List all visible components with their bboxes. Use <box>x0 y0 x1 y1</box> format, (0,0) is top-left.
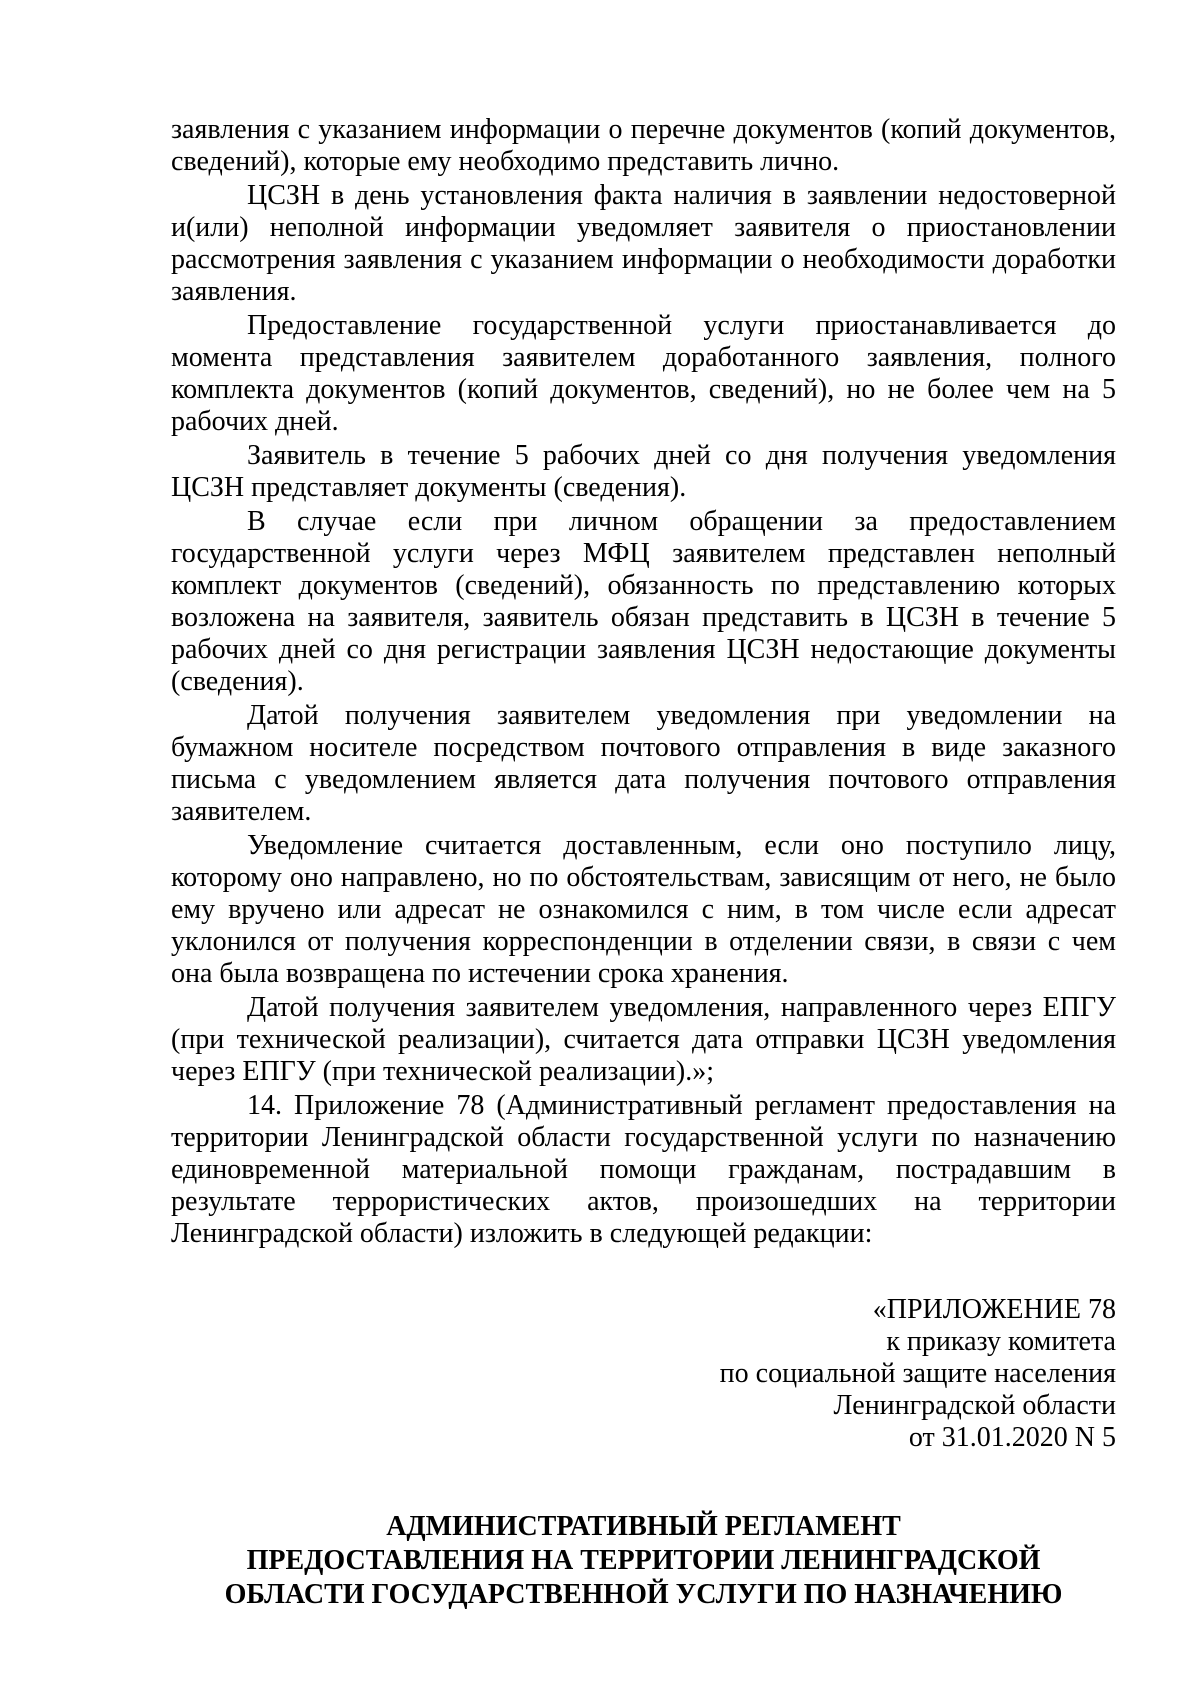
approval-line: от 31.01.2020 N 5 <box>908 1422 1116 1453</box>
paragraph-notice-delivered: Уведомление считается доставленным, если оно поступило лицу, которому оно направлено, но по обстоятельствам, зависящим от него, не было ему вручено или адресат не ознакомился с ним, в том числе если адресат уклонился от получения корреспонденции в отделении связи, в связи с чем она была возвращена по истечении срока хранения. <box>171 830 1116 989</box>
section-heading <box>171 1510 1116 1612</box>
paragraph-paper-notice-date: Датой получения заявителем уведомления при уведомлении на бумажном носителе посредством почтового отправления в виде заказного письма с уведомлением является дата получения почтового отправления заявителем. <box>171 700 1116 827</box>
paragraph-applicant-deadline: Заявитель в течение 5 рабочих дней со дня получения уведомления ЦСЗН представляет документы (сведения). <box>171 440 1116 503</box>
approval-block <box>171 1294 1116 1454</box>
paragraph-continuation: заявления с указанием информации о перечне документов (копий документов, сведений), которые ему необходимо представить лично. <box>171 114 1116 177</box>
heading-line: ОБЛАСТИ ГОСУДАРСТВЕННОЙ УСЛУГИ ПО НАЗНАЧЕНИЮ <box>224 1579 1063 1610</box>
approval-line: по социальной защите населения <box>719 1358 1116 1389</box>
approval-line: «ПРИЛОЖЕНИЕ 78 <box>872 1294 1116 1325</box>
approval-line: к приказу комитета <box>886 1326 1116 1357</box>
paragraph-suspension-notice: ЦСЗН в день установления факта наличия в заявлении недостоверной и(или) неполной информации уведомляет заявителя о приостановлении рассмотрения заявления с указанием информации о необходимости доработки заявления. <box>171 180 1116 307</box>
paragraph-item-14: 14. Приложение 78 (Административный регламент предоставления на территории Ленинградской области государственной услуги по назначению единовременной материальной помощи гражданам, пострадавшим в результате террористических актов, произошедших на территории Ленинградской области) изложить в следующей редакции: <box>171 1090 1116 1249</box>
document-page <box>171 114 1116 1612</box>
heading-line: АДМИНИСТРАТИВНЫЙ РЕГЛАМЕНТ <box>386 1511 901 1542</box>
paragraph-suspension-term: Предоставление государственной услуги приостанавливается до момента представления заявителем доработанного заявления, полного комплекта документов (копий документов, сведений), но не более чем на 5 рабочих дней. <box>171 310 1116 437</box>
heading-line: ПРЕДОСТАВЛЕНИЯ НА ТЕРРИТОРИИ ЛЕНИНГРАДСКОЙ <box>246 1545 1041 1576</box>
paragraph-epgu-notice-date: Датой получения заявителем уведомления, направленного через ЕПГУ (при технической реализации), считается дата отправки ЦСЗН уведомления через ЕПГУ (при технической реализации).»; <box>171 992 1116 1087</box>
approval-line: Ленинградской области <box>833 1390 1116 1421</box>
paragraph-mfc-incomplete: В случае если при личном обращении за предоставлением государственной услуги через МФЦ заявителем представлен неполный комплект документов (сведений), обязанность по представлению которых возложена на заявителя, заявитель обязан представить в ЦСЗН в течение 5 рабочих дней со дня регистрации заявления ЦСЗН недостающие документы (сведения). <box>171 506 1116 697</box>
